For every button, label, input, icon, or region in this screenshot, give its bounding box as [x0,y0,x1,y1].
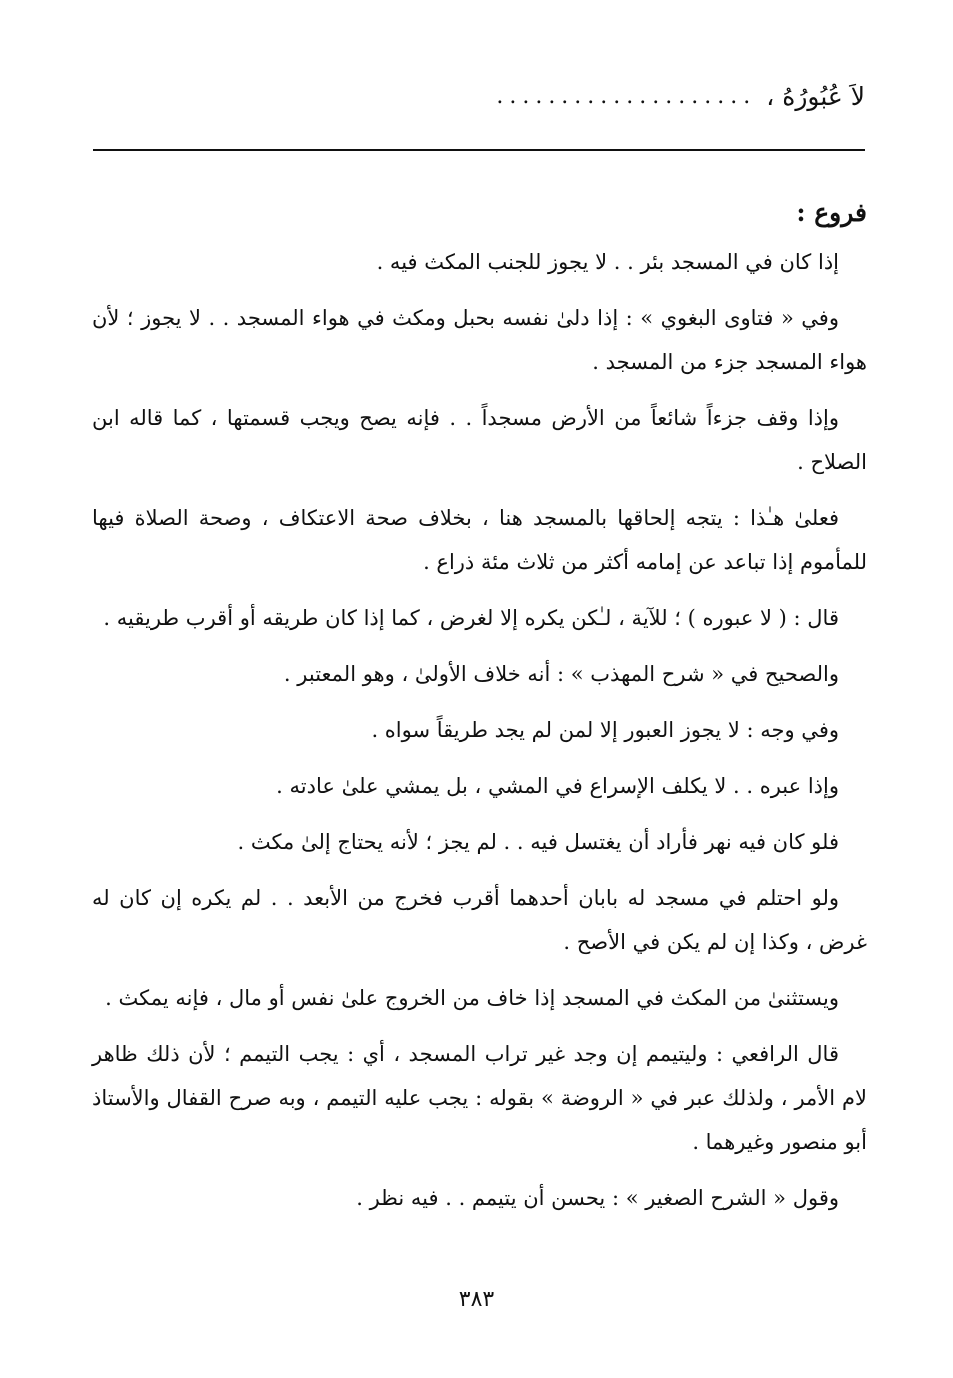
paragraph: وقول « الشرح الصغير » : يحسن أن يتيمم . . فيه نظر . [356,1186,839,1210]
paragraph: وإذا عبره . . لا يكلف الإسراع في المشي ، بل يمشي علىٰ عادته . [276,774,839,798]
paragraph: وفي « فتاوى البغوي » : إذا دلىٰ نفسه بحبل ومكث في هواء المسجد . . لا يجوز ؛ لأن هواء المسجد جزء من المسجد . [92,306,867,374]
paragraph: والصحيح في « شرح المهذب » : أنه خلاف الأولىٰ ، وهو المعتبر . [283,662,839,686]
paragraph: فلو كان فيه نهر فأراد أن يغتسل فيه . . لم يجز ؛ لأنه يحتاج إلىٰ مكث . [237,830,839,854]
paragraph: فعلىٰ هـٰذا : يتجه إلحاقها بالمسجد هنا ، بخلاف صحة الاعتكاف ، وصحة الصلاة فيها للمأموم إذا تباعد عن إمامه أكثر من ثلاث مئة ذراع . [92,506,867,574]
paragraph: إذا كان في المسجد بئر . . لا يجوز للجنب المكث فيه . [376,250,839,274]
page-body [92,190,867,1232]
page-number: ٣٨٣ [458,1287,495,1312]
running-header [92,76,865,116]
paragraph: وفي وجه : لا يجوز العبور إلا لمن لم يجد طريقاً سواه . [371,718,839,742]
paragraph: قال : ( لا عبوره ) ؛ للآية ، لـٰكن يكره إلا لغرض ، كما إذا كان طريقه أو أقرب طريقيه . [103,606,839,630]
paragraph: ويستثنىٰ من المكث في المسجد إذا خاف من الخروج علىٰ نفس أو مال ، فإنه يمكث . [105,986,839,1010]
header-rule [93,149,865,151]
section-heading: فروع : [796,198,867,227]
paragraph: قال الرافعي : وليتيمم إن وجد غير تراب المسجد ، أي : يجب التيمم ؛ لأن ذلك ظاهر لام الأمر ، ولذلك عبر في « الروضة » بقوله : يجب عليه التيمم ، وبه صرح القفال والأستاذ أبو منصور وغيرهما . [92,1042,867,1154]
header-title: لاَ عُبُورُهُ ، [766,81,865,111]
header-dot-leader: .................... [496,83,757,109]
paragraph: ولو احتلم في مسجد له بابان أحدهما أقرب فخرج من الأبعد . . لم يكره إن كان له غرض ، وكذا إن لم يكن في الأصح . [92,886,867,954]
paragraph: وإذا وقف جزءاً شائعاً من الأرض مسجداً . . فإنه يصح ويجب قسمتها ، كما قاله ابن الصلاح . [92,406,867,474]
